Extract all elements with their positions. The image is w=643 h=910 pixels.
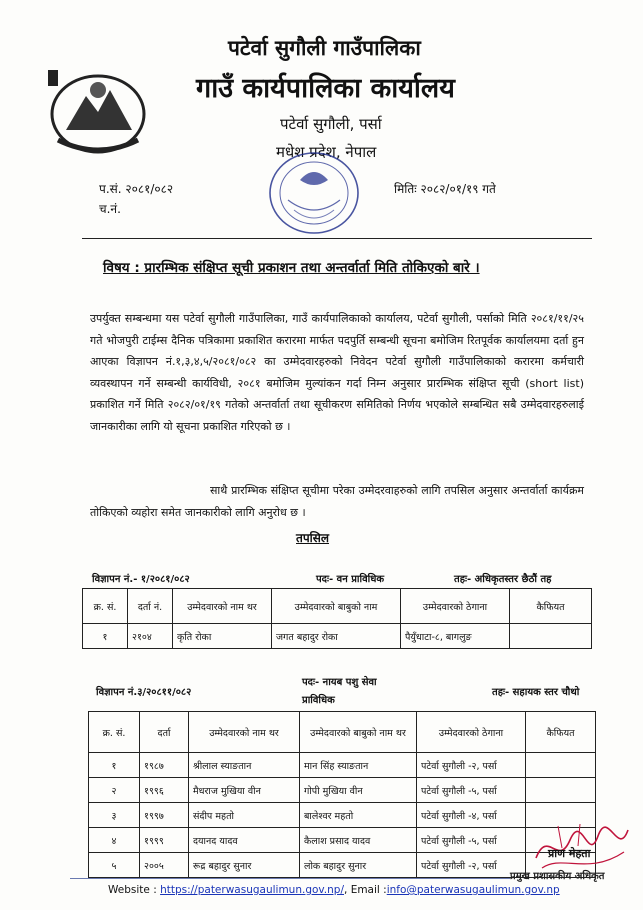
cell-father-name: कैलाश प्रसाद यादव (300, 828, 417, 853)
cell-name: श्रीलाल स्याङतान (189, 753, 300, 778)
col-header-name: उम्मेदवारको नाम थर (173, 589, 272, 624)
col-header-remarks: कैफियत (526, 712, 596, 753)
office-name: गाउँ कार्यपालिका कार्यालय (196, 73, 455, 104)
cell-father-name: लोक बहादुर सुनार (300, 853, 417, 878)
cell-reg-no: १९९७ (140, 803, 189, 828)
office-stamp-icon (266, 150, 362, 236)
section2-level: तहः- सहायक स्तर चौथो (492, 687, 580, 698)
cell-serial: ३ (89, 803, 140, 828)
section2-candidates-table (88, 711, 596, 878)
cell-remarks (510, 624, 592, 649)
letter-subject: विषय : प्रारम्भिक संक्षिप्त सूची प्रकाशन तथा अन्तर्वार्ता मिति तोकिएको बारे । (103, 260, 480, 276)
table-row (89, 778, 596, 803)
cell-name: दयानद यादव (189, 828, 300, 853)
col-header-reg-no: दर्ता (140, 712, 189, 753)
website-link[interactable]: https://paterwasugaulimun.gov.np/ (160, 884, 345, 896)
footer-divider (70, 878, 510, 879)
cell-reg-no: २००५ (140, 853, 189, 878)
cell-name: कृति रोका (173, 624, 272, 649)
schedule-heading: तपसिल (296, 531, 330, 545)
col-header-address: उम्मेदवारको ठेगाना (401, 589, 510, 624)
cell-reg-no: १९८७ (140, 753, 189, 778)
cell-serial: ४ (89, 828, 140, 853)
nepal-emblem-icon (44, 60, 152, 160)
section1-level: तहः- अधिकृतस्तर छैठौं तह (454, 574, 552, 585)
cell-father-name: मान सिंह स्याङतान (300, 753, 417, 778)
col-header-father-name: उम्मेदवारको बाबुको नाम (272, 589, 401, 624)
website-label: Website : (108, 884, 161, 896)
letter-date: मितिः २०८२/०१/१९ गते (394, 182, 496, 196)
section2-post-continued: प्राविधिक (302, 695, 335, 706)
cell-remarks (526, 753, 596, 778)
table-header-row (89, 712, 596, 753)
footer-contact (108, 884, 560, 896)
table-row (89, 803, 596, 828)
table-row (83, 624, 592, 649)
signatory-title: प्रमुख प्रशासकीय अधिकृत (510, 871, 605, 882)
cell-reg-no: २१०४ (128, 624, 173, 649)
table-row (89, 828, 596, 853)
cell-address: पटेर्वा सुगौली -५, पर्सा (417, 828, 526, 853)
col-header-father-name: उम्मेदवारको बाबुको नाम थर (300, 712, 417, 753)
header-divider (82, 238, 592, 239)
section1-advert-number: विज्ञापन नं.- १/२०८१/०८२ (92, 574, 190, 585)
col-header-remarks: कैफियत (510, 589, 592, 624)
section1-candidates-table (82, 588, 592, 649)
col-header-name: उम्मेदवारको नाम थर (189, 712, 300, 753)
province-country: मधेश प्रदेश, नेपाल (276, 143, 377, 161)
email-label: , Email : (344, 884, 387, 896)
cell-father-name: बालेश्वर महतो (300, 803, 417, 828)
cell-name: रूद्र बहादुर सुनार (189, 853, 300, 878)
cell-father-name: जगत बहादुर रोका (272, 624, 401, 649)
office-address: पटेर्वा सुगौली, पर्सा (280, 115, 382, 133)
email-link[interactable]: info@paterwasugaulimun.gov.np (386, 884, 560, 896)
col-header-address: उम्मेदवारको ठेगाना (417, 712, 526, 753)
cell-remarks (526, 778, 596, 803)
signatory-name: प्राण मेहता (548, 847, 591, 860)
section2-post: पदः- नायब पशु सेवा (302, 677, 377, 688)
body-paragraph-1: उपर्युक्त सम्बन्धमा यस पटेर्वा सुगौली गाउँपालिका, गाउँ कार्यपालिकाको कार्यालय, पटेर्वा सुगौली, पर्साको मिति २०८१/११/२५ गते भोजपुरी टाईम्स दैनिक पत्रिकामा प्रकाशित करारमा मार्फत पदपुर्ति सम्बन्धी सूचना बमोजिम रितपूर्वक कार्यालयमा दर्ता हुन आएका विज्ञापन नं.१,३,४,५/२०८१/०८२ का उम्मेदवारहरुको निवेदन पटेर्वा सुगौली गाउँपालिकाको करारमा कर्मचारी व्यवस्थापन गर्ने सम्बन्धी कार्यविधी, २०८१ बमोजिम मुल्यांकन गर्दा निम्न अनुसार प्रारम्भिक संक्षिप्त सूची (short list) प्रकाशित गर्ने मिति २०८२/०१/१९ गतेको अन्तर्वार्ता तथा सूचीकरण समितिको निर्णय भएकोले सम्बन्धित सबै उम्मेदवारहरुलाई जानकारीका लागि यो सूचना प्रकाशित गरिएको छ । (90, 312, 584, 433)
cell-address: पटेर्वा सुगौली -४, पर्सा (417, 803, 526, 828)
cell-name: संदीप महतो (189, 803, 300, 828)
section1-post: पदः- वन प्राविधिक (316, 574, 385, 585)
body-paragraph-2: साथै प्रारम्भिक संक्षिप्त सूचीमा परेका उम्मेदरवाहरुको लागि तपसिल अनुसार अन्तर्वार्ता कार्यक्रम तोकिएको व्यहोरा समेत जानकारीको लागि अनुरोध छ । (90, 484, 584, 519)
cell-serial: २ (89, 778, 140, 803)
cell-serial: १ (89, 753, 140, 778)
table-header-row (83, 589, 592, 624)
col-header-reg-no: दर्ता नं. (128, 589, 173, 624)
cell-serial: ५ (89, 853, 140, 878)
cell-serial: १ (83, 624, 128, 649)
table-row (89, 753, 596, 778)
municipality-name: पटेर्वा सुगौली गाउँपालिका (228, 36, 421, 60)
letter-reference-number: प.सं. २०८१/०८२ (99, 182, 174, 196)
cell-reg-no: १९९९ (140, 828, 189, 853)
cell-reg-no: १९९६ (140, 778, 189, 803)
cell-name: मैधराज मुखिया वीन (189, 778, 300, 803)
col-header-serial: क्र. सं. (83, 589, 128, 624)
cell-address: पैयुँधाटा-८, बागलुङ (401, 624, 510, 649)
cell-address: पटेर्वा सुगौली -२, पर्सा (417, 753, 526, 778)
col-header-serial: क्र. सं. (89, 712, 140, 753)
cell-address: पटेर्वा सुगौली -५, पर्सा (417, 778, 526, 803)
dispatch-number: च.नं. (99, 202, 121, 216)
cell-address: पटेर्वा सुगौली -२, पर्सा (417, 853, 526, 878)
section2-advert-number: विज्ञापन नं.३/२०८११/०८२ (96, 687, 192, 698)
cell-father-name: गोपी मुखिया वीन (300, 778, 417, 803)
